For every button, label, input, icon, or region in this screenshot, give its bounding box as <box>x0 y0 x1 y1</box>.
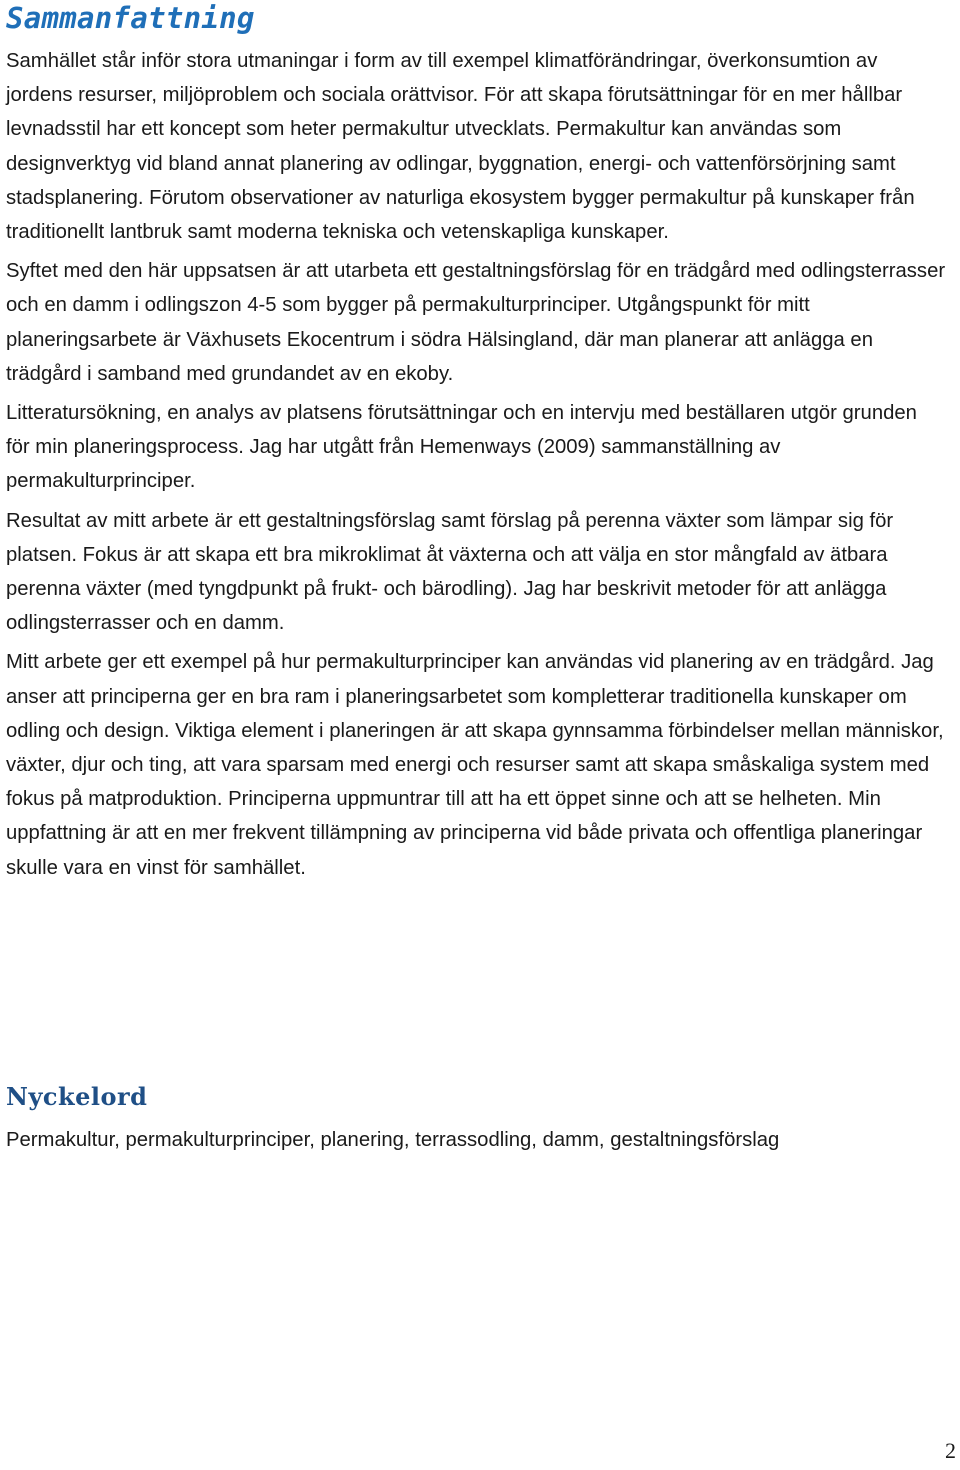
page-number: 2 <box>945 1438 956 1463</box>
summary-paragraph-4: Resultat av mitt arbete är ett gestaltningsförslag samt förslag på perenna växter som lämpar sig för platsen. Fokus är att skapa ett bra mikroklimat åt växterna och att välja en stor mångfald av ätbara perenna växter (med tyngdpunkt på frukt- och bärodling). Jag har beskrivit metoder för att anlägga odlingsterrasser och en damm. <box>6 509 894 635</box>
summary-paragraph-5: Mitt arbete ger ett exempel på hur permakulturprinciper kan användas vid planering av en trädgård. Jag anser att principerna ger en bra ram i planeringsarbetet som kompletterar traditionella kunskaper om odling och design. Viktiga element i planeringen är att skapa gynnsamma förbindelser mellan människor, växter, djur och ting, att vara sparsam med energi och resurser samt att skapa småskaliga system med fokus på matproduktion. Principerna uppmuntrar till att ha ett öppet sinne och att se helheten. Min uppfattning är att en mer frekvent tillämpning av principerna vid både privata och offentliga planeringar skulle vara en vinst för samhället. <box>6 651 944 879</box>
summary-body <box>6 44 946 885</box>
keywords-text: Permakultur, permakulturprinciper, planering, terrassodling, damm, gestaltningsförslag <box>6 1129 780 1151</box>
summary-paragraph-1: Samhället står inför stora utmaningar i form av till exempel klimatförändringar, överkonsumtion av jordens resurser, miljöproblem och sociala orättvisor. För att skapa förutsättningar för en mer hållbar levnadsstil har ett koncept som heter permakultur utvecklats. Permakultur kan användas som designverktyg vid bland annat planering av odlingar, byggnation, energi- och vattenförsörjning samt stadsplanering. Förutom observationer av naturliga ekosystem bygger permakultur på kunskaper från traditionellt lantbruk samt moderna tekniska och vetenskapliga kunskaper. <box>6 50 915 244</box>
keywords-heading: Nyckelord <box>6 1082 148 1111</box>
summary-paragraph-2: Syftet med den här uppsatsen är att utarbeta ett gestaltningsförslag för en trädgård med odlingsterrasser och en damm i odlingszon 4-5 som bygger på permakulturprinciper. Utgångspunkt för mitt planeringsarbete är Växhusets Ekocentrum i södra Hälsingland, där man planerar att anlägga en trädgård i samband med grundandet av en ekoby. <box>6 260 946 385</box>
summary-paragraph-3: Litteratursökning, en analys av platsens förutsättningar och en intervju med beställaren utgör grunden för min planeringsprocess. Jag har utgått från Hemenways (2009) sammanställning av permakulturprinciper. <box>6 402 917 493</box>
summary-heading: Sammanfattning <box>6 1 255 35</box>
